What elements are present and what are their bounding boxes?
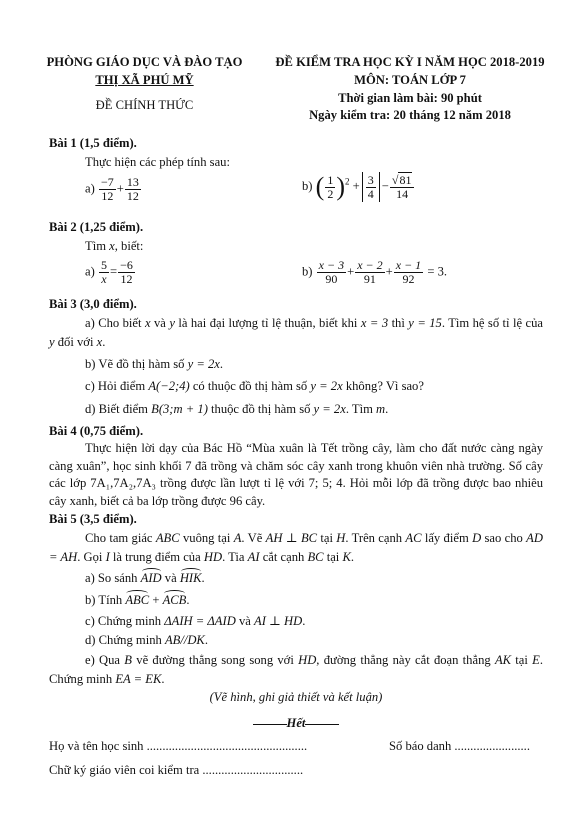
- bai5-title: Bài 5 (3,5 điểm).: [49, 512, 137, 526]
- bai3-a: a) Cho biết x và y là hai đại lượng tỉ lệ thuận, biết khi x = 3 thì y = 15. Tìm hệ số tỉ lệ của y đối với x.: [49, 316, 543, 349]
- exam-title: ĐỀ KIỂM TRA HỌC KỲ I NĂM HỌC 2018-2019: [275, 55, 545, 69]
- official-label: ĐỀ CHÍNH THỨC: [95, 98, 194, 112]
- bai5-e: e) Qua B vẽ đường thẳng song song với HD, đường thẳng này cắt đoạn thẳng AK tại E. Chứng minh EA = EK.: [49, 653, 544, 686]
- bai3-d: d) Biết điểm B(3;m + 1) thuộc đồ thị hàm số y = 2x. Tìm m.: [85, 402, 389, 416]
- bai3-b: b) Vẽ đồ thị hàm số y = 2x.: [85, 357, 224, 371]
- bai1-title: Bài 1 (1,5 điểm).: [49, 136, 137, 150]
- exam-date: Ngày kiểm tra: 20 tháng 12 năm 2018: [309, 108, 511, 122]
- exam-subject: MÔN: TOÁN LỚP 7: [354, 73, 466, 87]
- bai2-b: b) $\frac{x - 3}{90}$ + $\frac{x - 2}{91}$ + $\frac{x - 1}{92}$ = 3.: [302, 258, 448, 286]
- department-name: PHÒNG GIÁO DỤC VÀ ĐÀO TẠO: [46, 55, 243, 69]
- bai5-intro: Cho tam giác ABC vuông tại A. Vẽ AH ⊥ BC tại H. Trên cạnh AC lấy điểm D sao cho AD = AH. Gọi I là trung điểm của HD. Tia AI cắt cạnh BC tại K.: [49, 531, 543, 564]
- end-marker: Hết: [49, 716, 543, 731]
- exam-duration: Thời gian làm bài: 90 phút: [338, 91, 482, 105]
- bai1-b: b) ( $\frac{1}{2}$ )$^2$ + $\frac{3}{4}$ − $\frac{√81}{14}$: [302, 172, 415, 202]
- bai3-title: Bài 3 (3,0 điểm).: [49, 297, 137, 311]
- bai3-c: c) Hỏi điểm A(−2;4) có thuộc đồ thị hàm số y = 2x không? Vì sao?: [85, 379, 424, 393]
- bai2-intro: Tìm x, biết:: [85, 239, 144, 253]
- district-name: THỊ XÃ PHÚ MỸ: [95, 73, 194, 87]
- bai5-note: (Vẽ hình, ghi giả thiết và kết luận): [209, 690, 383, 704]
- bai1-intro: Thực hiện các phép tính sau:: [85, 155, 230, 169]
- bai4-text: Thực hiện lời dạy của Bác Hồ “Mùa xuân là Tết trồng cây, làm cho đất nước càng ngày càng xuân”, học sinh khối 7 đã trồng và chăm sóc cây xanh trong khuôn viên nhà trường. Số cây các lớp 7A₁,7A₂,7A₃ trồng được lần lượt tỉ lệ với 7; 5; 4. Hỏi mỗi lớp đã trồng được bao nhiêu cây xanh, biết cả ba lớp trồng được 96 cây.: [49, 441, 543, 508]
- bai5-a: a) So sánh AID và HIK.: [85, 571, 205, 585]
- bai5-b: b) Tính ABC + ACB.: [85, 593, 190, 607]
- student-name-field: Họ và tên học sinh ...................................................: [49, 739, 308, 753]
- bai2-title: Bài 2 (1,25 điểm).: [49, 220, 144, 234]
- bai1-a: a) $\frac{-7}{12}$ + $\frac{13}{12}$: [85, 175, 139, 203]
- bai5-d: d) Chứng minh AB//DK.: [85, 633, 208, 647]
- student-id-field: Số báo danh ........................: [389, 739, 530, 753]
- proctor-signature-field: Chữ ký giáo viên coi kiểm tra ................................: [49, 763, 304, 777]
- bai4-title: Bài 4 (0,75 điểm).: [49, 424, 144, 438]
- bai2-a: a) $\frac{5}{x}$ = $\frac{-6}{12}$: [85, 258, 133, 286]
- bai5-c: c) Chứng minh ΔAIH = ΔAID và AI ⊥ HD.: [85, 614, 306, 628]
